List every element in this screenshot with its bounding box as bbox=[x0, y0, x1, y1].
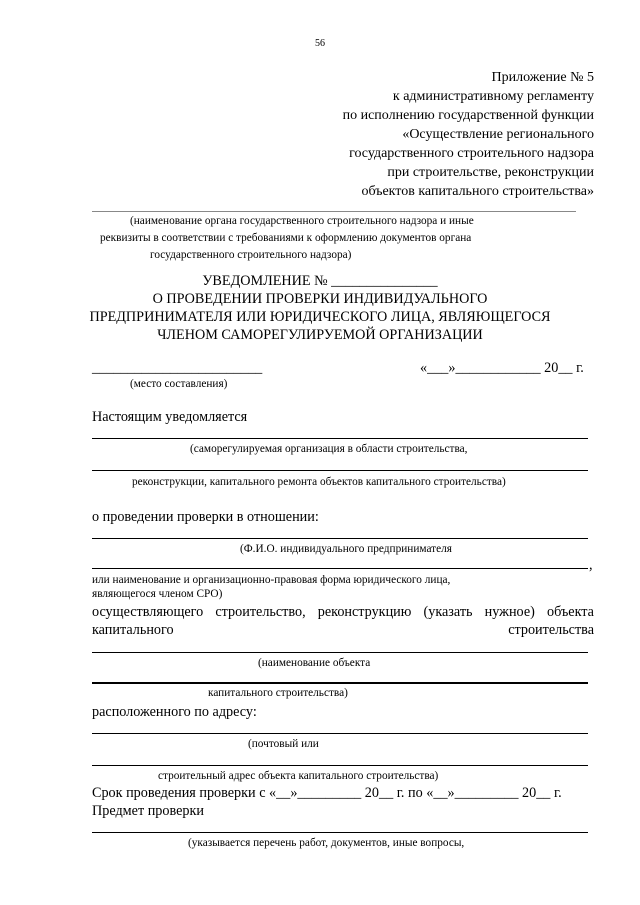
inspection-text: о проведении проверки в отношении: bbox=[92, 509, 319, 525]
address-line-2 bbox=[92, 765, 588, 766]
legal-caption-1: или наименование и организационно-правовая форма юридического лица, bbox=[92, 574, 451, 586]
address-line-1 bbox=[92, 733, 588, 734]
notice-title-line-2: О ПРОВЕДЕНИИ ПРОВЕРКИ ИНДИВИДУАЛЬНОГО bbox=[152, 291, 488, 307]
word-1: осуществляющего bbox=[92, 604, 204, 620]
place-caption: (место составления) bbox=[130, 378, 228, 390]
organ-caption-2: реквизиты в соответствии с требованиями к оформлению документов органа bbox=[100, 232, 472, 244]
appendix-line-7: объектов капитального строительства» bbox=[361, 184, 594, 199]
sro-caption-2: реконструкции, капитального ремонта объектов капитального строительства) bbox=[132, 476, 506, 488]
object-line-2 bbox=[92, 682, 588, 684]
appendix-line-6: при строительстве, реконструкции bbox=[387, 165, 594, 180]
notice-title-line-3: ПРЕДПРИНИМАТЕЛЯ ИЛИ ЮРИДИЧЕСКОГО ЛИЦА, ЯВЛЯЮЩЕГОСЯ bbox=[89, 309, 551, 325]
notice-title: УВЕДОМЛЕНИЕ № _______________ bbox=[202, 273, 438, 289]
fio-line bbox=[92, 538, 588, 539]
subject-caption: (указывается перечень работ, документов, иные вопросы, bbox=[188, 837, 465, 849]
appendix-line-4: «Осуществление регионального bbox=[402, 127, 594, 142]
term-text: Срок проведения проверки с «__»_________ 20__ г. по «__»_________ 20__ г. bbox=[92, 785, 562, 801]
legal-line bbox=[92, 568, 588, 569]
word-6: объекта bbox=[546, 604, 594, 620]
organ-caption-1: (наименование органа государственного строительного надзора и иные bbox=[130, 215, 474, 227]
object-line-1 bbox=[92, 652, 588, 653]
word-3: реконструкцию bbox=[317, 604, 412, 620]
place-line: ________________________ bbox=[92, 360, 263, 376]
fio-caption: (Ф.И.О. индивидуального предпринимателя bbox=[240, 543, 452, 555]
subject-text: Предмет проверки bbox=[92, 803, 204, 819]
subject-line bbox=[92, 832, 588, 833]
object-caption-1: (наименование объекта bbox=[258, 657, 371, 669]
word-4: (указать bbox=[423, 604, 473, 620]
appendix-line-3: по исполнению государственной функции bbox=[342, 108, 594, 123]
appendix-line-2: к административному регламенту bbox=[392, 89, 594, 104]
notify-text: Настоящим уведомляется bbox=[92, 409, 248, 425]
word-5: нужное) bbox=[484, 604, 535, 620]
construction-line-2-right: строительства bbox=[508, 622, 594, 638]
object-caption-2: капитального строительства) bbox=[208, 687, 348, 699]
sro-line-1 bbox=[92, 438, 588, 439]
address-text: расположенного по адресу: bbox=[92, 704, 257, 720]
sro-caption-1: (саморегулируемая организация в области строительства, bbox=[190, 443, 468, 455]
organ-caption-3: государственного строительного надзора) bbox=[150, 249, 352, 261]
legal-caption-2: являющегося членом СРО) bbox=[92, 588, 223, 600]
appendix-line-1: Приложение № 5 bbox=[491, 70, 594, 85]
page-number: 56 bbox=[315, 38, 325, 49]
appendix-line-5: государственного строительного надзора bbox=[349, 146, 594, 161]
comma: , bbox=[589, 557, 593, 573]
notice-title-line-4: ЧЛЕНОМ САМОРЕГУЛИРУЕМОЙ ОРГАНИЗАЦИИ bbox=[157, 327, 483, 343]
sro-line-2 bbox=[92, 470, 588, 471]
construction-line-2-left: капитального bbox=[92, 622, 174, 638]
word-2: строительство, bbox=[215, 604, 306, 620]
organ-line bbox=[92, 211, 576, 212]
address-caption-1: (почтовый или bbox=[248, 738, 319, 750]
construction-line-1 bbox=[92, 603, 594, 621]
date-line: «___»____________ 20__ г. bbox=[420, 360, 584, 376]
address-caption-2: строительный адрес объекта капитального строительства) bbox=[158, 770, 439, 782]
